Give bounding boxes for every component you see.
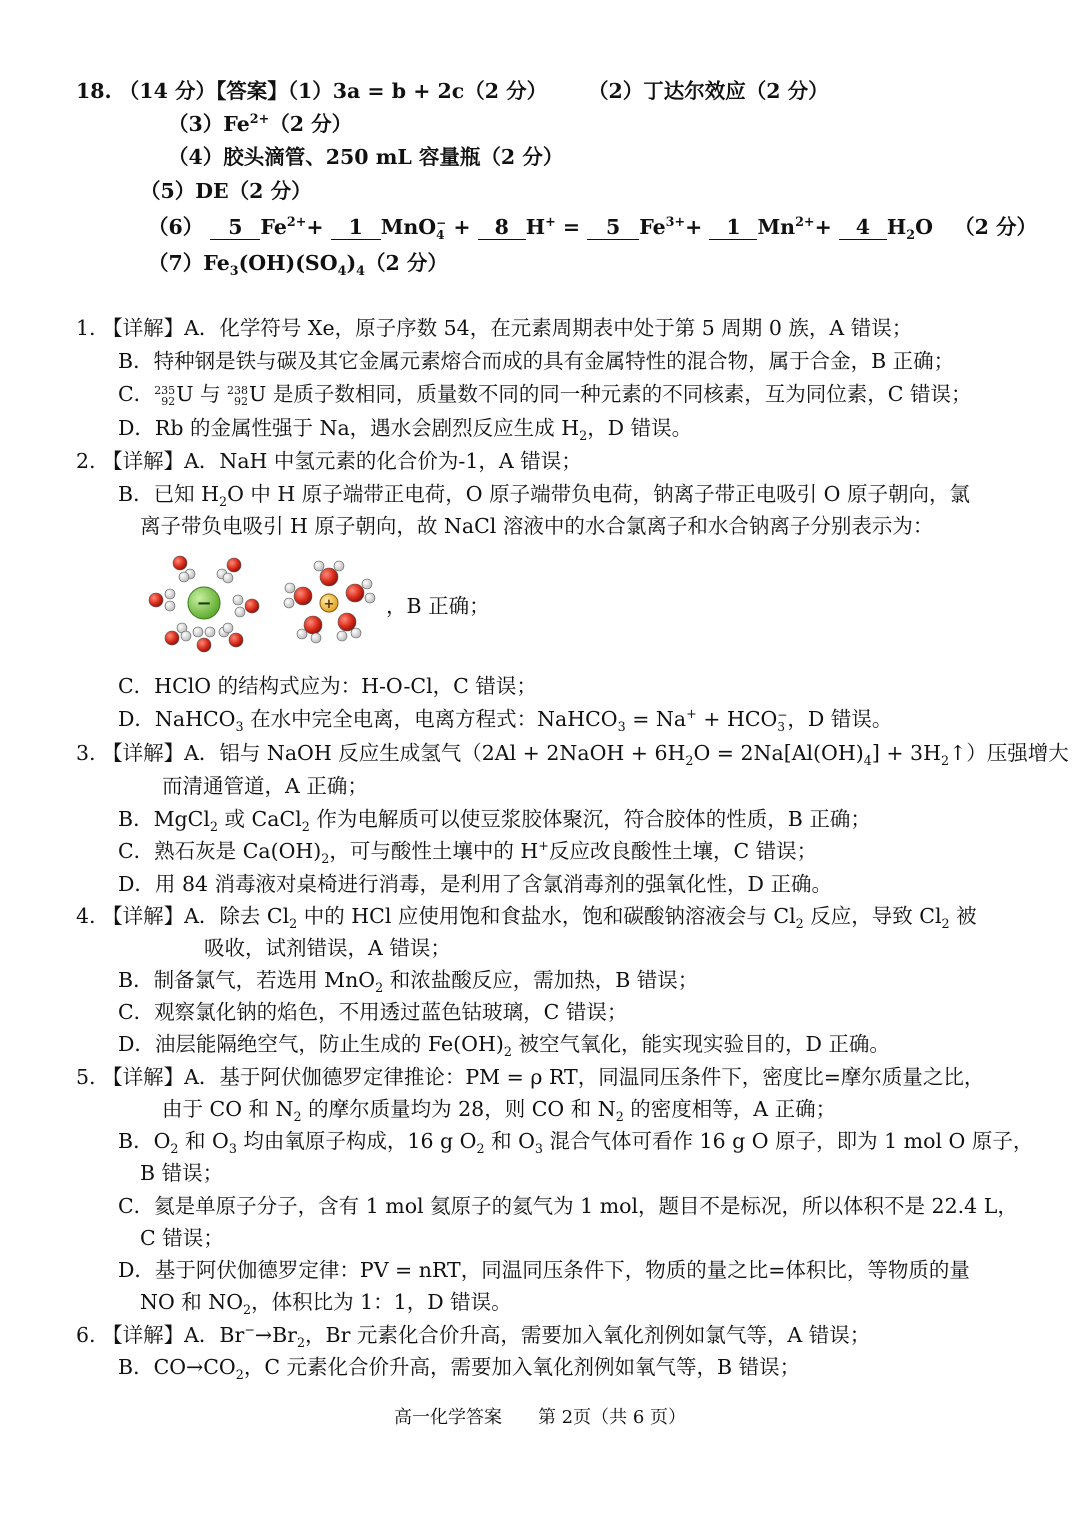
- isotope-u238: 238 92: [227, 383, 249, 408]
- hydrated-chloride-ion: [149, 556, 259, 652]
- q3-line-d: D．用 84 消毒液对桌椅进行消毒，是利用了含氯消毒剂的强氧化性，D 正确。: [118, 872, 833, 896]
- q1-line-d: D．Rb 的金属性强于 Na，遇水会剧烈反应生成 $H_2$，D 错误。: [118, 416, 693, 444]
- q4-line-a2: 吸收，试剂错误，A 错误；: [204, 936, 451, 960]
- q2-line-a: 2. 【详解】A．NaH 中氢元素的化合价为-1，A 错误；: [76, 449, 582, 473]
- q4-line-c: C．观察氯化钠的焰色，不用透过蓝色钴玻璃，C 错误；: [118, 1000, 628, 1024]
- q1-line-a: 1. 【详解】A．化学符号 Xe，原子序数 54，在元素周期表中处于第 5 周期 0 族，A 错误；: [76, 316, 913, 340]
- cation-sign: +: [323, 597, 335, 612]
- q3-line-a: 3. 【详解】A．铝与 NaOH 反应生成氢气（2Al + 2NaOH + $6H_2O = 2Na[Al(OH)_4]$ + $3H_2↑$）压强增大: [76, 741, 1069, 769]
- q18-part3: $(3)Fe^{2+}(2$ 分）: [168, 111, 353, 136]
- q1-line-c: C． 235 92 U 与 238 92 U 是质子数相同，质量数不同的同一种元素的不同核素，互为同位素，C 错误；: [118, 382, 972, 408]
- q5-line-c2: C 错误；: [140, 1226, 224, 1250]
- q4-line-b: B．制备氯气，若选用 MnO$_2$ 和浓盐酸反应，需加热，B 错误；: [118, 968, 699, 996]
- q1-line-b: B．特种钢是铁与碳及其它金属元素熔合而成的具有金属特性的混合物，属于合金，B 正确；: [118, 349, 955, 373]
- q5-line-a2: 由于 CO 和 $N_2$ 的摩尔质量均为 28，则 CO 和 $N_2$ 的密度相等，A 正确；: [162, 1097, 837, 1125]
- q5-line-b2: B 错误；: [140, 1161, 224, 1185]
- anion-sign: −: [196, 593, 212, 614]
- q5-line-a: 5. 【详解】A．基于阿伏伽德罗定律推论：PM = ρ RT，同温同压条件下，密度比=摩尔质量之比，: [76, 1065, 985, 1089]
- q4-line-a: 4. 【详解】A．除去 $Cl_2$ 中的 HCl 应使用饱和食盐水，饱和碳酸钠溶液会与 $Cl_2$ 反应，导致 $Cl_2$ 被: [76, 904, 977, 932]
- q5-line-c: C．氦是单原子分子，含有 1 mol 氦原子的氦气为 1 mol，题目不是标况，所以体积不是 22.4 L，: [118, 1194, 1018, 1218]
- q2-line-c: C．HClO 的结构式应为：H-O-Cl，C 错误；: [118, 674, 537, 698]
- q5-line-b: B．$O_2$ 和 $O_3$ 均由氧原子构成，16 g $O_2$ 和 $O_3$ 混合气体可看作 16 g O 原子，即为 1 mol O 原子，: [118, 1129, 1034, 1157]
- q3-line-b: B．MgCl$_2$ 或 CaCl$_2$ 作为电解质可以使豆浆胶体聚沉，符合胶体的性质，B 正确；: [118, 807, 871, 835]
- hydrated-sodium-ion: [284, 561, 375, 643]
- hydrated-ions-figure: [142, 548, 382, 658]
- q18-part4: （4）胶头滴管、250 mL 容量瓶（2 分）: [168, 145, 564, 169]
- q5-line-d2: NO 和 $NO_2$，体积比为 1：1，D 错误。: [140, 1290, 512, 1318]
- q5-line-d: D．基于阿伏伽德罗定律：PV = nRT，同温同压条件下，物质的量之比=体积比，等物质的量: [118, 1258, 970, 1282]
- q18-head: 18. （14 分）【答案】（1）3a = b + 2c（2 分）: [76, 79, 548, 103]
- q2-image-tail: ，B 正确；: [386, 594, 490, 618]
- q2-line-b2: 离子带负电吸引 H 原子朝向，故 NaCl 溶液中的水合氯离子和水合钠离子分别表示为：: [140, 514, 934, 538]
- q18-part6-equation: （6） 5 $Fe^{2+}+ 1$ MnO − 4 + 8 H+ = 5 $Fe^{3+}+ 1$ $Mn^{2+}+ 4$ $H_2O$ （2 分）: [148, 214, 1038, 243]
- q18-part2: （2）丁达尔效应（2 分）: [588, 79, 829, 103]
- q18-part5: （5）DE（2 分）: [140, 179, 312, 203]
- q3-line-c: C．熟石灰是 $Ca(OH)_2$，可与酸性土壤中的 H+反应改良酸性土壤，C 错误；: [118, 838, 818, 867]
- q6-line-b: B．$CO\to CO_2$，C 元素化合价升高，需要加入氧化剂例如氧气等，B 错误；: [118, 1355, 801, 1383]
- isotope-u235: 235 92: [154, 383, 176, 408]
- q6-line-a: 6. 【详解】A．$Br^-\to Br_2$，Br 元素化合价升高，需要加入氧化剂例如氯气等，A 错误；: [76, 1322, 871, 1351]
- q4-line-d: D．油层能隔绝空气，防止生成的 $Fe(OH)_2$ 被空气氧化，能实现实验目的，D 正确。: [118, 1032, 890, 1060]
- q3-line-a2: 而清通管道，A 正确；: [162, 774, 368, 798]
- q2-line-b: B．已知 $H_2O$ 中 H 原子端带正电荷，O 原子端带负电荷，钠离子带正电吸引 O 原子朝向，氯: [118, 482, 970, 510]
- page-footer: 高一化学答案 第 2页（共 6 页）: [393, 1407, 687, 1428]
- q18-part7: $(7)Fe_3(OH)(SO_4)_4(2$ 分）: [148, 251, 448, 279]
- q2-line-d: D．NaHCO$_3$ 在水中完全电离，电离方程式：NaHCO$_3$ = Na+ + HCO − 3 ，D 错误。: [118, 706, 893, 735]
